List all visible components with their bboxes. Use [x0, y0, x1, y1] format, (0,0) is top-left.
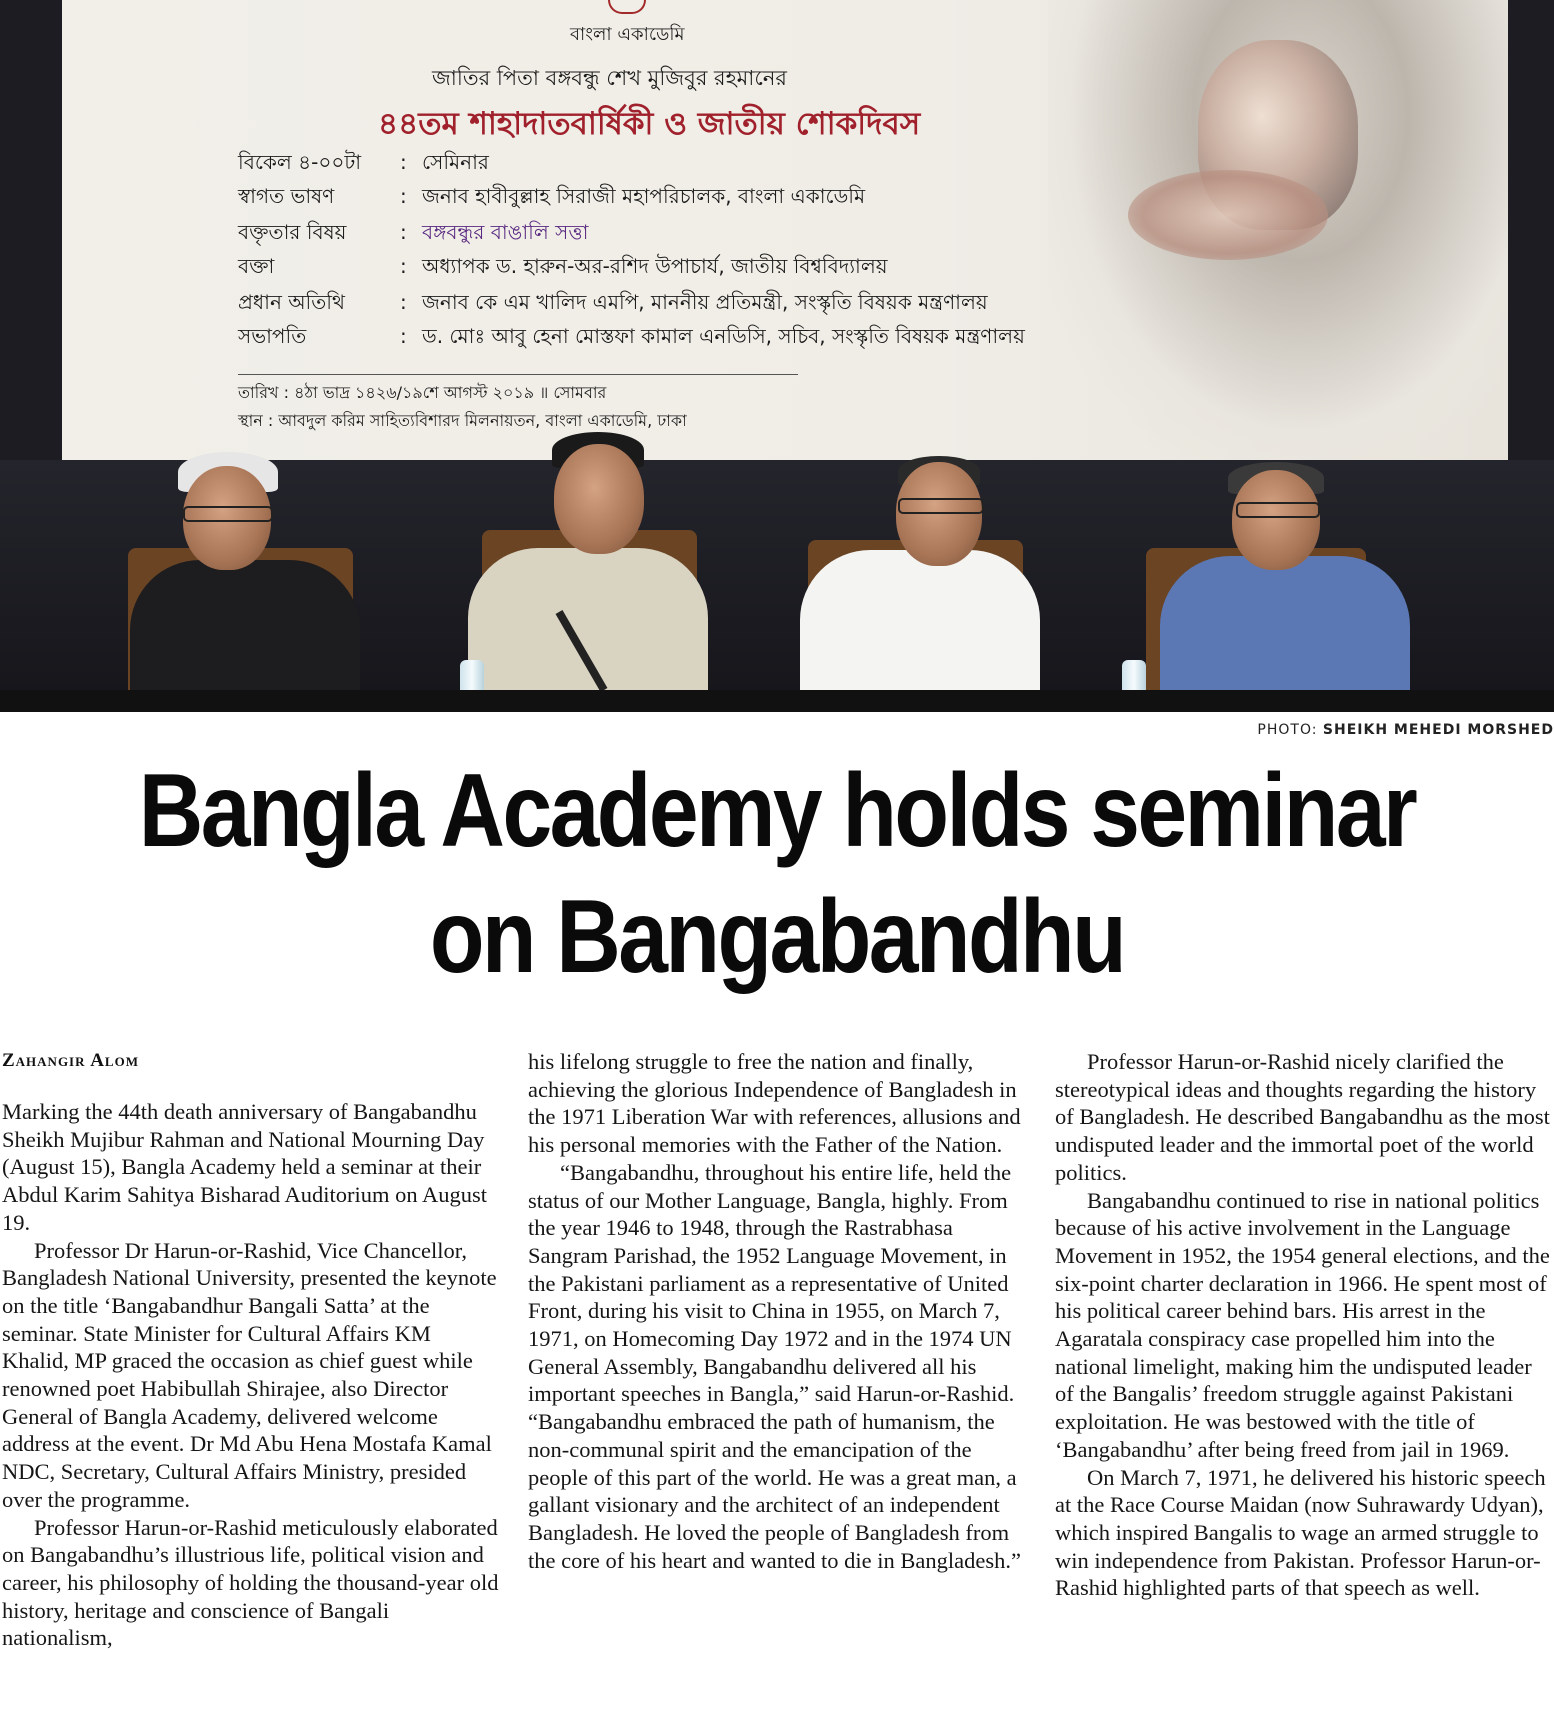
banner-row: [238, 288, 988, 321]
banner-row-label: স্বাগত ভাষণ: [238, 184, 335, 208]
head-table: [0, 690, 1554, 712]
article-column-1: [2, 1098, 502, 1652]
event-banner: [62, 0, 1508, 460]
paragraph: Professor Harun-or-Rashid meticulously elaborated on Bangabandhu’s illustrious life, political vision and career, his philosophy of holding the thousand-year old history, heritage and conscience of Bangali nationalism,: [2, 1514, 499, 1651]
banner-row-value: সেমিনার: [422, 150, 489, 174]
headline-line-1: Bangla Academy holds seminar: [138, 753, 1416, 869]
banner-venue: স্থান : আবদুল করিম সাহিত্যবিশারদ মিলনায়তন, বাংলা একাডেমি, ঢাকা: [238, 411, 687, 430]
paragraph: On March 7, 1971, he delivered his historic speech at the Race Course Maidan (now Suhrawardy Udyan), which inspired Bangalis to wage an armed struggle to win independence from Pakistan. Professor Harun-or-Rashid highlighted parts of that speech as well.: [1055, 1464, 1546, 1601]
photo-credit-name: SHEIKH MEHEDI MORSHED: [1322, 722, 1554, 738]
banner-row-value: ড. মোঃ আবু হেনা মোস্তফা কামাল এনডিসি, সচিব, সংস্কৃতি বিষয়ক মন্ত্রণালয়: [422, 324, 1025, 348]
paragraph: Bangabandhu continued to rise in national politics because of his active involvement in the Language Movement in 1952, the 1954 general elections, and the six-point charter declaration in 1966. He spent most of his political career behind bars. His arrest in the Agaratala conspiracy case propelled him into the national limelight, making him the undisputed leader of the Bangalis’ freedom struggle against Pakistani exploitation. He was bestowed with the title of ‘Bangabandhu’ after being freed from jail in 1969.: [1055, 1187, 1550, 1462]
banner-row-separator: :: [400, 324, 407, 348]
banner-subtitle: জাতির পিতা বঙ্গবন্ধু শেখ মুজিবুর রহমানের: [432, 66, 787, 90]
banner-divider: [238, 374, 798, 375]
banner-row-label: বক্তা: [238, 254, 275, 278]
glasses-icon: [183, 506, 273, 522]
banner-row-label: বিকেল ৪-০০টা: [238, 150, 362, 174]
article-headline: [109, 748, 1445, 1000]
banner-row: [238, 218, 588, 251]
banner-title: ৪৪তম শাহাদাতবার্ষিকী ও জাতীয় শোকদিবস: [378, 106, 921, 142]
banner-row-separator: :: [400, 184, 407, 208]
banner-row-separator: :: [400, 150, 407, 174]
paragraph: Professor Dr Harun-or-Rashid, Vice Chancellor, Bangladesh National University, presented the keynote on the title ‘Bangabandhur Bangali Satta’ at the seminar. State Minister for Cultural Affairs KM Khalid, MP graced the occasion as chief guest while renowned poet Habibullah Shirajee, also Director General of Bangla Academy, delivered welcome address at the event. Dr Md Abu Hena Mostafa Kamal NDC, Secretary, Cultural Affairs Ministry, presided over the programme.: [2, 1237, 497, 1512]
academy-emblem-icon: [608, 0, 646, 14]
photo-credit: [1257, 722, 1554, 738]
paragraph: Professor Harun-or-Rashid nicely clarified the stereotypical ideas and thoughts regarding the history of Bangladesh. He described Bangabandhu as the most undisputed leader and the immortal poet of the world politics.: [1055, 1049, 1550, 1185]
speaker-kurta: [1160, 556, 1410, 712]
banner-row-separator: :: [400, 290, 407, 314]
banner-row: [238, 182, 865, 215]
portrait-painting: [1048, 0, 1508, 460]
speaker-head: [554, 444, 644, 554]
banner-row-value: অধ্যাপক ড. হারুন-অর-রশিদ উপাচার্য, জাতীয় বিশ্ববিদ্যালয়: [422, 254, 888, 278]
speaker-shirt: [800, 550, 1040, 712]
event-photo: [0, 0, 1554, 712]
banner-row-label: বক্তৃতার বিষয়: [238, 220, 347, 244]
banner-date: তারিখ : ৪ঠা ভাদ্র ১৪২৬/১৯শে আগস্ট ২০১৯ ॥ সোমবার: [238, 383, 607, 402]
photo-credit-prefix: PHOTO:: [1257, 722, 1323, 738]
banner-row-value: বঙ্গবন্ধুর বাঙালি সত্তা: [422, 220, 589, 244]
speaker-head: [896, 462, 982, 566]
banner-row-label: প্রধান অতিথি: [238, 290, 345, 314]
paragraph: his lifelong struggle to free the nation and finally, achieving the glorious Independence of Bangladesh in the 1971 Liberation War with references, allusions and his personal memories with the Father of the Nation.: [528, 1049, 1021, 1158]
glasses-icon: [1236, 502, 1320, 518]
paragraph: Marking the 44th death anniversary of Bangabandhu Sheikh Mujibur Rahman and National Mourning Day (August 15), Bangla Academy held a seminar at their Abdul Karim Sahitya Bisharad Auditorium on August 19.: [2, 1099, 487, 1235]
banner-row-separator: :: [400, 254, 407, 278]
article-column-2: [528, 1048, 1033, 1574]
banner-row: [238, 148, 489, 181]
speaker-head: [1232, 470, 1320, 570]
glasses-icon: [898, 498, 984, 514]
banner-row-value: জনাব হাবীবুল্লাহ সিরাজী মহাপরিচালক, বাংলা একাডেমি: [422, 184, 866, 208]
banner-row: [238, 252, 888, 285]
banner-organization: বাংলা একাডেমি: [570, 24, 685, 45]
article-column-3: [1055, 1048, 1554, 1602]
banner-row-separator: :: [400, 220, 407, 244]
speaker-jacket: [468, 548, 708, 712]
banner-row-value: জনাব কে এম খালিদ এমপি, মাননীয় প্রতিমন্ত্রী, সংস্কৃতি বিষয়ক মন্ত্রণালয়: [422, 290, 988, 314]
banner-row-label: সভাপতি: [238, 324, 307, 348]
paragraph: “Bangabandhu, throughout his entire life, held the status of our Mother Language, Bangla, highly. From the year 1946 to 1948, through the Rastrabhasa Sangram Parishad, the 1952 Language Movement, in the Pakistani parliament as a representative of United Front, during his visit to China in 1955, on March 7, 1971, on Homecoming Day 1972 and in the 1974 UN General Assembly, Bangabandhu delivered all his important speeches in Bangla,” said Harun-or-Rashid. “Bangabandhu embraced the path of humanism, the non-communal spirit and the emancipation of the people of this part of the world. He was a great man, a gallant visionary and the architect of an independent Bangladesh. He loved the people of Bangladesh from the core of his heart and wanted to die in Bangladesh.”: [528, 1159, 1021, 1573]
banner-row: [238, 322, 1025, 355]
byline: Zahangir Alom: [2, 1050, 139, 1071]
headline-line-2: on Bangabandhu: [429, 879, 1125, 995]
